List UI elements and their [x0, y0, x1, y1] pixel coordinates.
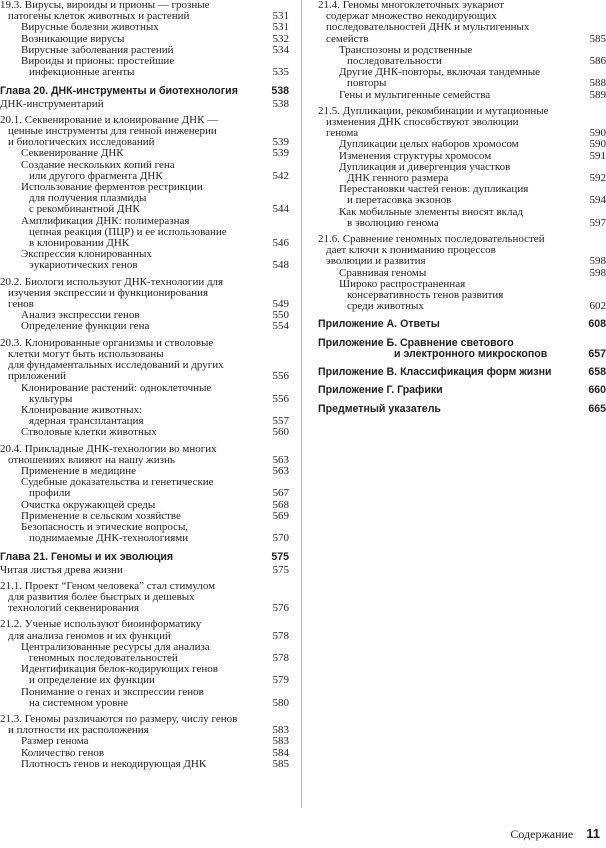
toc-appendix[interactable]	[318, 319, 606, 330]
toc-entry[interactable]	[318, 67, 606, 89]
toc-entry-title-line: Дупликации целых наборов хромосом	[339, 139, 519, 151]
toc-entry-title-line: на системном уровне	[29, 697, 129, 709]
toc-entry-title-line: Предметный указатель	[318, 403, 441, 415]
toc-entry-title-line: 20.3. Клонированные организмы и стволовые	[0, 337, 214, 349]
toc-entry-title-line: Идентификация белок-кодирующих генов	[21, 664, 218, 676]
toc-page-number: 531	[272, 10, 289, 23]
toc-entry[interactable]	[0, 687, 289, 709]
toc-entry-title-line: Создание нескольких копий гена	[21, 159, 175, 171]
toc-entry-title-line: Очистка окружающей среды	[21, 499, 156, 511]
toc-entry-title-line: содержат множество некодирующих	[326, 11, 497, 23]
toc-entry-title-line: в клонировании ДНК	[29, 238, 130, 250]
toc-entry[interactable]	[0, 405, 289, 427]
toc-entry-title-line: Экспрессия клонированных	[21, 249, 152, 261]
toc-entry-title-line: 20.4. Прикладные ДНК-технологии во многих	[0, 443, 217, 455]
toc-page-number: 586	[589, 55, 606, 68]
toc-entry-title-line: изучения экспрессии и функционирования	[8, 287, 209, 299]
toc-entry-title-line: Количество генов	[21, 747, 105, 759]
toc-entry-title-line: Дупликация и дивергенция участков	[339, 161, 511, 173]
toc-section[interactable]	[0, 581, 289, 615]
toc-section[interactable]	[0, 444, 289, 466]
toc-column-right	[318, 0, 606, 415]
toc-page-number: 598	[589, 266, 606, 279]
toc-entry-title-line: отношениях влияют на нашу жизнь	[8, 454, 175, 466]
toc-entry-title-line: Гены и мультигенные семейства	[339, 89, 491, 101]
toc-page-number: 534	[272, 43, 289, 56]
toc-entry[interactable]	[318, 90, 606, 101]
toc-page-number: 602	[589, 300, 606, 313]
toc-entry-title-line: с рекомбинантной ДНК	[29, 204, 140, 216]
toc-entry-title-line: для фундаментальных исследований и других	[8, 360, 224, 372]
toc-page-number: 542	[272, 169, 289, 182]
toc-page-number: 539	[272, 136, 289, 149]
toc-entry[interactable]	[0, 427, 289, 438]
toc-entry-title-line: для получения плазмиды	[29, 193, 147, 205]
toc-page-number: 567	[272, 487, 289, 500]
toc-page-number: 657	[588, 347, 606, 360]
toc-page-number: 563	[272, 464, 289, 477]
toc-entry-title-line: Амплификация ДНК: полимеразная	[21, 215, 190, 227]
toc-page-number: 584	[272, 746, 289, 759]
toc-entry[interactable]	[0, 22, 289, 33]
toc-entry-title-line: Стволовые клетки животных	[21, 427, 157, 439]
toc-page-number: 556	[272, 370, 289, 383]
toc-entry-title-line: консервативность генов развития	[347, 290, 504, 302]
toc-page-number: 660	[588, 384, 606, 397]
toc-page-number: 535	[272, 66, 289, 79]
toc-entry-title-line: приложений	[8, 371, 66, 383]
toc-entry-title-line: Транспозоны и родственные	[339, 44, 473, 56]
toc-column-left	[0, 0, 289, 770]
toc-entry-title-line: и определение их функции	[29, 675, 155, 687]
toc-page-number: 568	[272, 498, 289, 511]
toc-entry-title-line: генома	[326, 128, 359, 140]
toc-page-number: 557	[272, 415, 289, 428]
toc-entry-title-line: Судебные доказательства и генетические	[21, 477, 214, 489]
toc-entry-title-line: Приложение В. Классификация форм жизни	[318, 367, 552, 379]
toc-entry[interactable]	[0, 748, 289, 759]
toc-page-number: 589	[589, 88, 606, 101]
toc-entry-title-line: 21.2. Ученые используют биоинформатику	[0, 619, 202, 631]
toc-entry-title-line: Плотность генов и некодирующая ДНК	[21, 758, 207, 770]
toc-page-number: 585	[589, 32, 606, 45]
toc-entry[interactable]	[0, 321, 289, 332]
toc-entry[interactable]	[0, 160, 289, 182]
toc-entry[interactable]	[0, 500, 289, 511]
toc-page-number: 563	[272, 453, 289, 466]
toc-entry-title-line: Секвенирование ДНК	[21, 148, 124, 160]
running-footer-label: Содержание	[510, 827, 574, 841]
page-footer	[510, 826, 600, 842]
toc-entry[interactable]	[0, 736, 289, 747]
toc-entry-title-line: Приложение Г. Графики	[318, 385, 443, 397]
toc-page-number: 588	[589, 77, 606, 90]
toc-entry-title-line: 21.4. Геномы многоклеточных эукариот	[318, 0, 505, 11]
toc-entry-title-line: ДНК генного размера	[347, 173, 449, 185]
toc-section[interactable]	[0, 714, 289, 736]
toc-entry-title-line: Определение функции гена	[21, 321, 150, 333]
toc-page-number: 590	[589, 127, 606, 140]
toc-page-number: 591	[589, 149, 606, 162]
toc-entry[interactable]	[318, 279, 606, 313]
toc-entry-title-line: Широко распространенная	[339, 278, 466, 290]
toc-entry-title-line: Глава 21. Геномы и их эволюция	[0, 552, 174, 564]
toc-appendix[interactable]	[318, 367, 606, 378]
toc-entry[interactable]	[0, 759, 289, 770]
toc-entry-title-line: ядерная трансплантация	[29, 416, 144, 428]
toc-page-number: 539	[272, 147, 289, 160]
toc-entry-title-line: среди животных	[347, 301, 424, 313]
toc-entry-title-line: 21.3. Геномы различаются по размеру, числу генов	[0, 713, 238, 725]
toc-entry-title-line: и электронного микроскопов	[394, 348, 548, 360]
toc-entry[interactable]	[0, 56, 289, 78]
toc-page-number: 532	[272, 32, 289, 45]
toc-entry-title-line: и плотности их расположения	[8, 725, 149, 737]
toc-entry[interactable]	[0, 249, 289, 271]
toc-page-number: 575	[271, 551, 289, 564]
toc-page-number: 579	[272, 674, 289, 687]
toc-entry-title-line: 19.3. Вирусы, вироиды и прионы — грозные	[0, 0, 210, 11]
toc-entry[interactable]	[0, 664, 289, 686]
toc-entry[interactable]	[318, 162, 606, 184]
toc-entry-title-line: технологий секвенирования	[8, 603, 140, 615]
toc-page-number: 597	[589, 216, 606, 229]
toc-entry-title-line: инфекционные агенты	[29, 67, 135, 79]
toc-page-number: 569	[272, 509, 289, 522]
toc-entry-title-line: ДНК-инструментарий	[0, 98, 104, 110]
toc-entry-title-line: повторы	[347, 78, 387, 90]
toc-entry-title-line: культуры	[29, 393, 73, 405]
toc-entry-title-line: или другого фрагмента ДНК	[29, 170, 163, 182]
toc-page-number: 560	[272, 426, 289, 439]
toc-entry-title-line: патогены клеток животных и растений	[8, 11, 190, 23]
page-number: 11	[586, 826, 600, 841]
toc-appendix[interactable]	[318, 385, 606, 396]
toc-page-number: 554	[272, 320, 289, 333]
toc-entry[interactable]	[318, 151, 606, 162]
toc-entry[interactable]	[0, 522, 289, 544]
toc-entry[interactable]	[0, 642, 289, 664]
toc-entry-title-line: изменения ДНК способствуют эволюции	[326, 117, 519, 129]
toc-entry-title-line: последовательности	[347, 56, 442, 68]
toc-entry-title-line: эукариотических генов	[29, 260, 138, 272]
column-divider	[301, 0, 302, 808]
toc-entry-title-line: в эволюцию генома	[347, 217, 439, 229]
toc-entry-title-line: Применение в медицине	[21, 465, 137, 477]
toc-entry-title-line: поднимаемые ДНК-технологиями	[29, 533, 189, 545]
toc-section[interactable]	[318, 234, 606, 268]
toc-entry[interactable]	[0, 99, 289, 110]
toc-page-number: 592	[589, 172, 606, 185]
toc-entry-title-line: эволюции и развития	[326, 256, 426, 268]
toc-entry-title-line: Другие ДНК-повторы, включая тандемные	[339, 67, 541, 79]
toc-entry-title-line: Глава 20. ДНК-инструменты и биотехнология	[0, 86, 238, 98]
toc-page-number: 585	[272, 757, 289, 770]
toc-entry[interactable]	[0, 565, 289, 576]
toc-section[interactable]	[0, 619, 289, 641]
toc-entry-title-line: Приложение А. Ответы	[318, 319, 440, 331]
toc-entry[interactable]	[0, 0, 289, 22]
toc-entry-title-line: 21.5. Дупликации, рекомбинации и мутационные	[318, 105, 549, 117]
toc-entry[interactable]	[0, 45, 289, 56]
toc-entry-title-line: Анализ экспрессии генов	[21, 310, 140, 322]
toc-page-number: 583	[272, 735, 289, 748]
toc-page-number: 538	[271, 85, 289, 98]
toc-entry-title-line: для развития более быстрых и дешевых	[8, 591, 195, 603]
toc-page-number: 548	[272, 259, 289, 272]
toc-page-number: 546	[272, 237, 289, 250]
toc-entry[interactable]	[0, 216, 289, 250]
toc-section[interactable]	[0, 338, 289, 383]
toc-entry[interactable]	[0, 511, 289, 522]
toc-entry-title-line: 20.2. Биологи используют ДНК-технологии для	[0, 276, 224, 288]
toc-entry-title-line: профили	[29, 488, 71, 500]
toc-page-number: 578	[272, 629, 289, 642]
toc-entry-title-line: ценные инструменты для генной инженерии	[8, 126, 217, 138]
toc-entry-title-line: Безопасность и этические вопросы,	[21, 521, 189, 533]
toc-entry-title-line: Как мобильные элементы вносят вклад	[339, 206, 523, 218]
toc-entry[interactable]	[0, 148, 289, 159]
toc-entry-title-line: семейств	[326, 33, 369, 45]
toc-page-number: 556	[272, 392, 289, 405]
toc-entry-title-line: клетки могут быть использованы	[8, 348, 164, 360]
toc-entry-title-line: Читая листья древа жизни	[0, 564, 123, 576]
toc-entry[interactable]	[0, 383, 289, 405]
toc-entry-title-line: и биологических исследований	[8, 137, 155, 149]
toc-page-number: 594	[589, 194, 606, 207]
toc-entry[interactable]	[0, 182, 289, 216]
toc-chapter[interactable]	[0, 86, 289, 97]
toc-page-number: 658	[588, 366, 606, 379]
toc-entry-title-line: Применение в сельском хозяйстве	[21, 510, 181, 522]
toc-entry-title-line: Вироиды и прионы: простейшие	[21, 56, 175, 68]
toc-entry[interactable]	[0, 466, 289, 477]
toc-entry-title-line: Клонирование животных:	[21, 404, 143, 416]
toc-page-number: 665	[588, 402, 606, 415]
toc-entry-title-line: 20.1. Секвенирование и клонирование ДНК —	[0, 114, 219, 126]
toc-entry-title-line: Перестановки частей генов: дупликация	[339, 184, 529, 196]
toc-entry-title-line: и перетасовка экзонов	[347, 195, 452, 207]
toc-page-number: 608	[588, 318, 606, 331]
toc-entry[interactable]	[318, 139, 606, 150]
toc-appendix[interactable]	[318, 338, 606, 360]
toc-page-number: 575	[272, 563, 289, 576]
toc-page-number: 544	[272, 203, 289, 216]
toc-entry-title-line: генов	[8, 299, 34, 311]
toc-entry[interactable]	[318, 184, 606, 206]
toc-section[interactable]	[318, 106, 606, 140]
toc-page-number: 550	[272, 309, 289, 322]
toc-entry-title-line: цепная реакция (ПЦР) и ее использование	[29, 226, 227, 238]
toc-entry-title-line: Вирусные болезни животных	[21, 22, 159, 34]
toc-entry-title-line: 21.1. Проект “Геном человека” стал стимулом	[0, 580, 216, 592]
toc-page-number: 580	[272, 696, 289, 709]
toc-entry-title-line: Централизованные ресурсы для анализа	[21, 641, 210, 653]
toc-page-number: 538	[272, 97, 289, 110]
toc-entry[interactable]	[318, 207, 606, 229]
toc-entry-title-line: 21.6. Сравнение геномных последовательностей	[318, 234, 545, 246]
toc-chapter[interactable]	[0, 552, 289, 563]
toc-entry-title-line: дает ключи к пониманию процессов	[326, 245, 496, 257]
toc-entry-title-line: Клонирование растений: одноклеточные	[21, 382, 212, 394]
toc-entry-title-line: Возникающие вирусы	[21, 33, 125, 45]
toc-entry-title-line: Сравнивая геномы	[339, 267, 427, 279]
toc-entry-title-line: Размер генома	[21, 736, 89, 748]
toc-section[interactable]	[0, 277, 289, 311]
toc-entry-title-line: геномных последовательностей	[29, 652, 178, 664]
toc-page-number: 598	[589, 255, 606, 268]
toc-page-number: 570	[272, 532, 289, 545]
toc-entry[interactable]	[0, 310, 289, 321]
toc-page-number: 578	[272, 651, 289, 664]
toc-page-number: 590	[589, 138, 606, 151]
toc-entry[interactable]	[0, 477, 289, 499]
toc-entry-title-line: Использование ферментов рестрикции	[21, 182, 203, 194]
toc-entry[interactable]	[0, 34, 289, 45]
toc-entry[interactable]	[318, 268, 606, 279]
toc-page-number: 531	[272, 21, 289, 34]
toc-entry-title-line: для анализа геномов и их функций	[8, 630, 171, 642]
toc-entry-title-line: Приложение Б. Сравнение светового	[318, 337, 514, 349]
toc-page-number: 583	[272, 724, 289, 737]
toc-entry-title-line: последовательностей ДНК и мультигенных	[326, 22, 530, 34]
toc-page-number: 576	[272, 602, 289, 615]
toc-page-number: 549	[272, 298, 289, 311]
toc-entry-title-line: Понимание о генах и экспрессии генов	[21, 686, 204, 698]
toc-section[interactable]	[0, 115, 289, 149]
toc-appendix[interactable]	[318, 404, 606, 415]
toc-entry[interactable]	[318, 45, 606, 67]
toc-section[interactable]	[318, 0, 606, 45]
toc-entry-title-line: Вирусные заболевания растений	[21, 44, 174, 56]
toc-entry-title-line: Изменения структуры хромосом	[339, 150, 492, 162]
